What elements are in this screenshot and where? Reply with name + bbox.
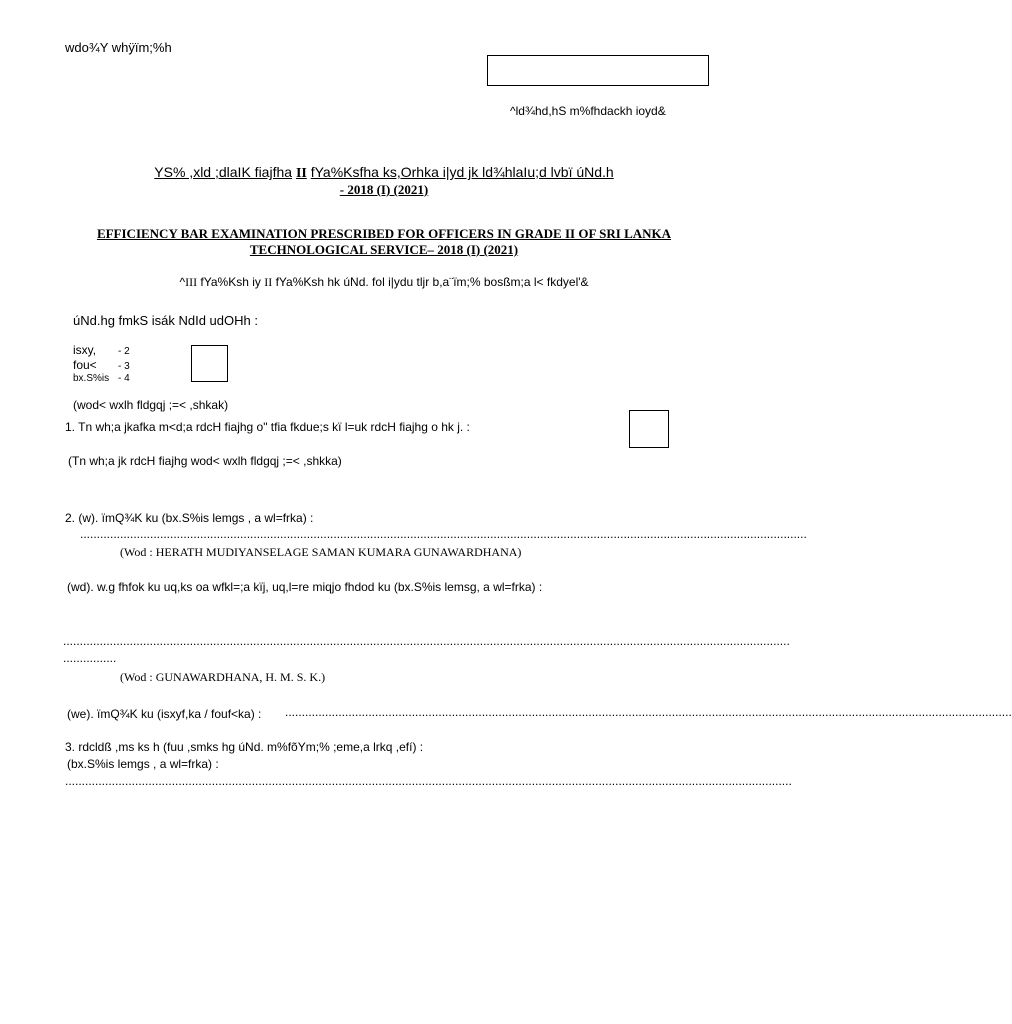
q2b-answer-line-cont[interactable]: ................ (63, 651, 117, 665)
medium-code-box[interactable] (191, 345, 228, 382)
subtitle-prefix: ^ (179, 275, 186, 289)
medium-option-sinhala (73, 343, 130, 357)
title-english-2: TECHNOLOGICAL SERVICE– 2018 (I) (2021) (249, 242, 519, 257)
q3-text: 3. rdcldß ,ms ks h (fuu ,smks hg úNd. m%fõYm;% ;eme,a lrkq ,efí) : (65, 740, 424, 754)
medium-option-name: isxy, (73, 343, 97, 357)
index-number-box[interactable] (487, 55, 709, 86)
title-grade-ii: II (295, 166, 307, 181)
q2c-answer-line[interactable]: .......................................................................................................................................................................................................................... (285, 705, 1012, 719)
title-english-line2 (0, 242, 768, 258)
medium-option-code: - 2 (118, 346, 130, 357)
q3-answer-line[interactable]: .......................................................................................................................................................................................................................... (65, 774, 792, 788)
medium-option-code: - 3 (118, 361, 130, 372)
title-english-line1 (0, 226, 768, 242)
q2c-text: (we). ïmQ¾K ku (isxyf,ka / fouf<ka) : (67, 707, 262, 721)
q2a-answer-line[interactable]: .......................................................................................................................................................................................................................... (80, 527, 807, 541)
title-year: - 2018 (I) (2021) (339, 182, 429, 197)
medium-option-name: bx.S%is (73, 373, 110, 384)
q1-note: (Tn wh;a jk rdcH fiajhg wod< wxlh fldgqj ;=< ,shkka) (68, 454, 342, 468)
header-top-left: wdo¾Y whÿïm;%h (65, 40, 172, 55)
subtitle (0, 275, 768, 290)
q3-note: (bx.S%is lemgs , a wl=frka) : (67, 757, 219, 771)
header-right-note: ^ld¾hd,hS m%fhdackh ioyd& (510, 104, 666, 118)
q1-text: 1. Tn wh;a jkafka m<d;a rdcH fiajhg o" tfia fkdue;s kï l=uk rdcH fiajhg o hk j. : (65, 420, 470, 434)
q2b-text: (wd). w.g fhfok ku uq,ks oa wfkl=;a kïj, uq,l=re miqjo fhdod ku (bx.S%is lemsg, a wl=frka) : (67, 580, 543, 594)
title-sinhala-part2: fYa%Ksfha ks,Orhka i|yd jk ld¾hlaIu;d lvbï úNd.h (310, 164, 614, 180)
service-code-box[interactable] (629, 410, 669, 448)
medium-option-name: fou< (73, 358, 97, 372)
exam-medium-note: (wod< wxlh fldgqj ;=< ,shkak) (73, 398, 229, 412)
title-sinhala (0, 164, 768, 182)
subtitle-grade-ii: II (264, 275, 273, 289)
subtitle-mid: fYa%Ksh iy (197, 275, 265, 289)
q2b-answer-line[interactable]: .......................................................................................................................................................................................................................... (63, 634, 790, 648)
title-year-line (0, 182, 768, 198)
title-sinhala-part1: YS% ,xld ;dlaIK fiajfha (154, 164, 293, 180)
exam-medium-label: úNd.hg fmkS isák NdId udOHh : (73, 313, 258, 328)
medium-option-tamil (73, 358, 130, 372)
subtitle-grade-iii: III (185, 275, 198, 289)
medium-option-code: - 4 (118, 373, 130, 384)
q2a-example: (Wod : HERATH MUDIYANSELAGE SAMAN KUMARA GUNAWARDHANA) (120, 545, 522, 559)
title-english-1: EFFICIENCY BAR EXAMINATION PRESCRIBED FOR OFFICERS IN GRADE II OF SRI LANKA (96, 226, 672, 241)
medium-option-english (73, 373, 130, 384)
q2b-example: (Wod : GUNAWARDHANA, H. M. S. K.) (120, 670, 326, 684)
q2a-text: 2. (w). ïmQ¾K ku (bx.S%is lemgs , a wl=frka) : (65, 511, 314, 525)
subtitle-rest: fYa%Ksh hk úNd. fol i|ydu tljr b,a¨ïm;% bosßm;a l< fkdyel'& (272, 275, 589, 289)
